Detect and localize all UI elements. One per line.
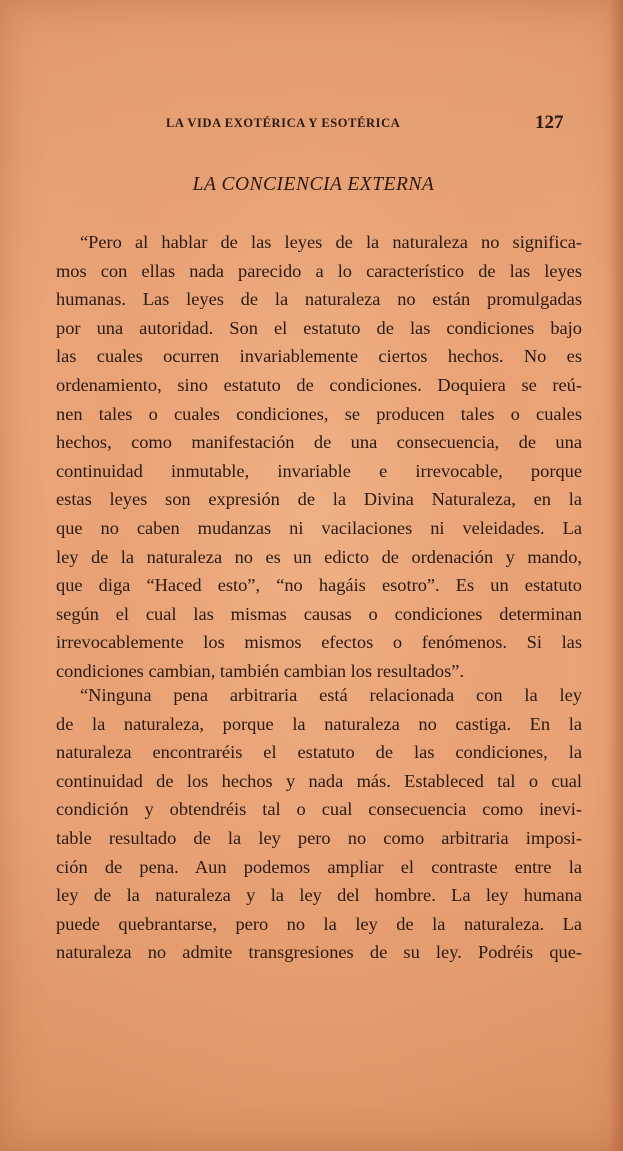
- text-line: table resultado de la ley pero no como arbitraria imposi-: [56, 827, 582, 848]
- paragraph-1: [56, 228, 582, 686]
- text-line: nen tales o cuales condiciones, se producen tales o cuales: [56, 403, 582, 424]
- page-edge-shadow: [609, 0, 623, 1151]
- text-line: “Pero al hablar de las leyes de la naturaleza no significa-: [80, 232, 582, 252]
- text-line: las cuales ocurren invariablemente ciertos hechos. No es: [56, 346, 582, 367]
- running-head: [0, 112, 623, 136]
- text-line: continuidad inmutable, invariable e irrevocable, porque: [56, 460, 582, 481]
- text-line: según el cual las mismas causas o condiciones determinan: [56, 603, 582, 624]
- paragraph-2: [56, 681, 582, 967]
- text-line: condiciones cambian, también cambian los resultados”.: [56, 660, 465, 681]
- text-line: naturaleza no admite transgresiones de su ley. Podréis que-: [56, 942, 582, 963]
- text-line: mos con ellas nada parecido a lo característico de las leyes: [56, 260, 582, 281]
- text-line: por una autoridad. Son el estatuto de las condiciones bajo: [56, 317, 582, 338]
- text-line: que no caben mudanzas ni vacilaciones ni veleidades. La: [56, 517, 582, 538]
- running-title: LA VIDA EXOTÉRICA Y ESOTÉRICA: [166, 116, 401, 130]
- text-line: humanas. Las leyes de la naturaleza no están promulgadas: [56, 289, 582, 310]
- page-number: 127: [535, 112, 564, 133]
- text-line: ordenamiento, sino estatuto de condiciones. Doquiera se reú-: [56, 374, 582, 395]
- text-line: continuidad de los hechos y nada más. Estableced tal o cual: [56, 770, 582, 791]
- section-title: LA CONCIENCIA EXTERNA: [192, 174, 435, 195]
- text-line: que diga “Haced esto”, “no hagáis esotro”. Es un estatuto: [56, 575, 582, 596]
- text-line: naturaleza encontraréis el estatuto de las condiciones, la: [56, 742, 582, 763]
- text-line: ción de pena. Aun podemos ampliar el contraste entre la: [56, 856, 582, 877]
- text-line: estas leyes son expresión de la Divina Naturaleza, en la: [56, 489, 582, 510]
- text-line: irrevocablemente los mismos efectos o fenómenos. Si las: [56, 632, 582, 653]
- text-line: ley de la naturaleza y la ley del hombre. La ley humana: [56, 885, 582, 906]
- text-line: hechos, como manifestación de una consecuencia, de una: [56, 432, 582, 453]
- text-line: de la naturaleza, porque la naturaleza no castiga. En la: [56, 713, 582, 734]
- text-line: puede quebrantarse, pero no la ley de la naturaleza. La: [56, 913, 582, 934]
- text-line: ley de la naturaleza no es un edicto de ordenación y mando,: [56, 546, 582, 567]
- text-line: “Ninguna pena arbitraria está relacionada con la ley: [80, 685, 582, 705]
- text-line: condición y obtendréis tal o cual consecuencia como inevi-: [56, 799, 582, 820]
